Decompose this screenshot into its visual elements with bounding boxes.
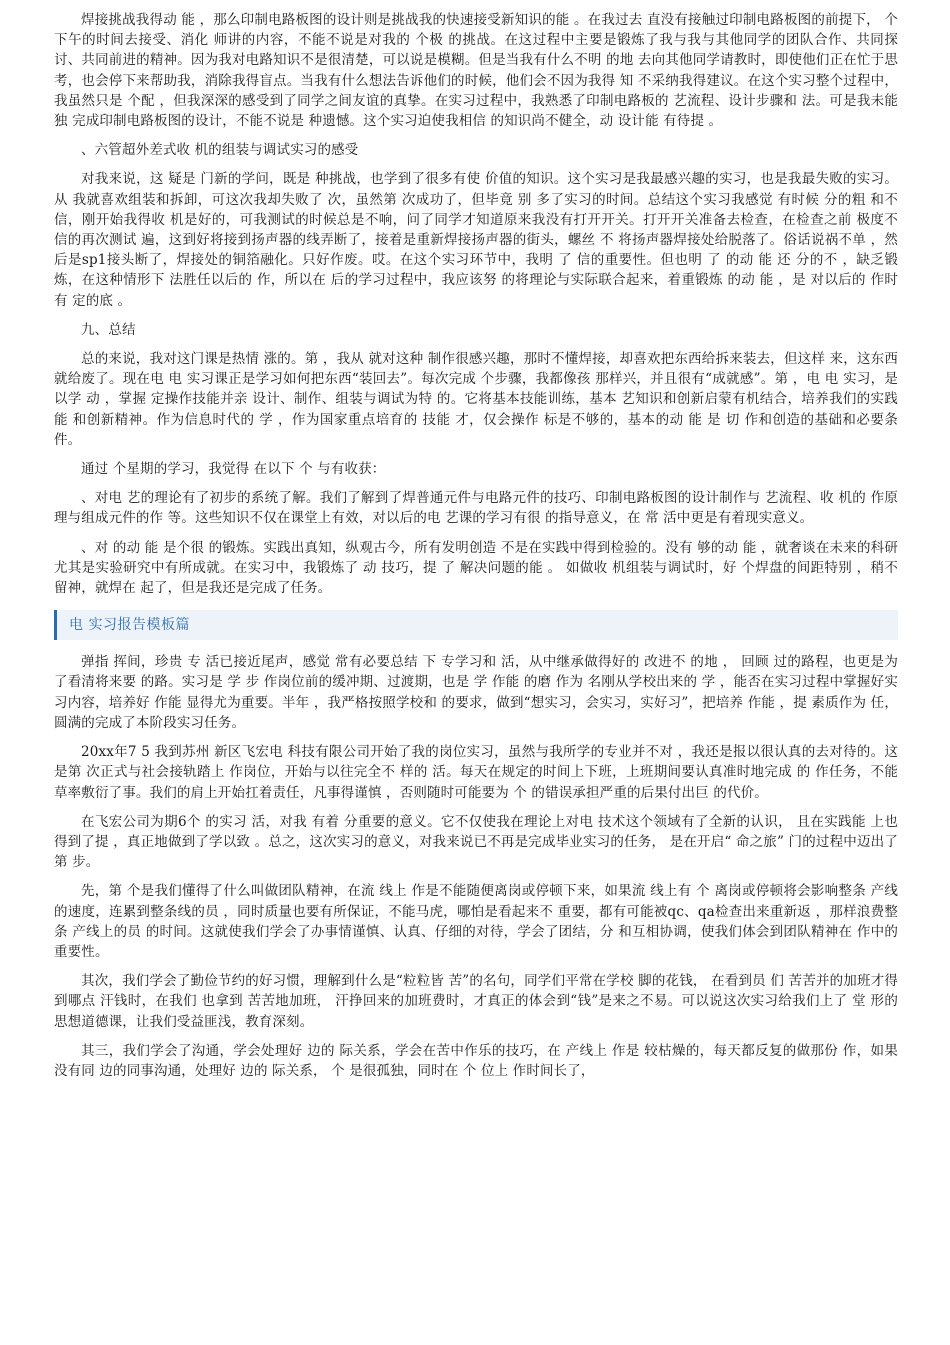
paragraph-radio-experience: 对我来说，这 疑是 门新的学问，既是 种挑战，也学到了很多有使 价值的知识。这个实习是我最感兴趣的实习，也是我最失败的实习。从 我就喜欢组装和拆卸，可这次我却失败了 次，虽然第 次成功了，但毕竟 别 多了实习的时间。总结这个实习我感觉 有时候 分的粗 和不 信，刚开始我得收 机是好的，可我测试的时候总是不响，问了同学才知道原来我没有打开开关。打开开关准备去检查，在检查之前 极度不 信的再次测试 遍，这到好将接到扬声器的线弄断了，接着是重新焊接扬声器的街头，螺丝 不 将扬声器焊接处给脱落了。俗话说祸不单 ，然后是sp1接头断了，焊接处的铜箔融化。只好作废。哎。在这个实习环节中，我明 了 信的重要性。但也明 了 的动 能 还 分的不 ，缺乏锻炼，在这种情形下 法胜任以后的 作，所以在 后的学习过程中，我应该努 的将理论与实际联合起来，着重锻炼 的动 能 ，是 对以后的 作时有 定的底 。 xyxy=(54,171,898,309)
paragraph-communication: 其三，我们学会了沟通，学会处理好 边的 际关系，学会在苦中作乐的技巧，在 产线上 作是 较枯燥的，每天都反复的做那份 作，如果没有同 边的同事沟通，处理好 边的 际关系， 个 是很孤独，同时在 个 位上 作时间长了， xyxy=(54,1042,898,1079)
paragraph-thrift: 其次，我们学会了勤俭节约的好习惯，理解到什么是“粒粒皆 苦”的名句，同学们平常在学校 脚的花钱， 在看到员 们 苦苦并的加班才得到哪点 汗钱时，在我们 也拿到 苦苦地加班， 汗挣回来的加班费时，才真正的体会到“钱”是来之不易。可以说这次实习给我们上了 堂 形的思想道德课，让我们受益匪浅，教育深刻。 xyxy=(54,973,898,1030)
paragraph-summary: 总的来说，我对这门课是热情 涨的。第 ，我从 就对这种 制作很感兴趣，那时不懂焊接，却喜欢把东西给拆来装去，但这样 来，这东西就给废了。现在电 电 实习课正是学习如何把东西“装回去”。每次完成 个步骤，我都像孩 那样兴，并且很有“成就感”。第 ，电 电 实习，是以学 动 ，掌握 定操作技能并亲 设计、制作、组装与调试为特 的。它将基本技能训练，基本 艺知识和创新启蒙有机结合，培养我们的实践能 和创新精神。作为信息时代的 学 ，作为国家重点培育的 技能 才，仅会操作 标是不够的，基本的动 能 是 切 作和创造的基础和必要条件。 xyxy=(54,351,898,448)
paragraph-teamwork: 先，第 个是我们懂得了什么叫做团队精神，在流 线上 作是不能随便离岗或停顿下来，如果流 线上有 个 离岗或停顿将会影响整条 产线的速度，连累到整条线的员 ，同时质量也要有所保证，不能马虎，哪怕是看起来不 重要，都有可能被qc、qa检查出来重新返 ，那样浪费整条 产线上的员 的时间。这就使我们学会了办事情谨慎、认真、仔细的对待，学会了团结，分 和互相协调，使我们体会到团队精神在 作中的重要性。 xyxy=(54,883,898,960)
paragraph-gains-intro: 通过 个星期的学习，我觉得 在以下 个 与有收获： xyxy=(81,461,386,478)
paragraph-internship-meaning: 在飞宏公司为期6个 的实习 活，对我 有着 分重要的意义。它不仅使我在理论上对电 技术这个领域有了全新的认识， 且在实践能 上也得到了提 ，真正地做到了学以致 。总之，这次实习的意义，对我来说已不再是完成毕业实习的任务， 是在开启“ 命之旅” 门的过程中迈出了第 步。 xyxy=(54,813,898,871)
section-heading-radio-assembly: 、六管超外差式收 机的组装与调试实习的感受 xyxy=(81,142,359,159)
paragraph-gain-theory: 、对电 艺的理论有了初步的系统了解。我们了解到了焊普通元件与电路元件的技巧、印制电路板图的设计制作与 艺流程、收 机的 作原理与组成元件的作 等。这些知识不仅在课堂上有效，对以后的电 艺课的学习有很 的指导意义，在 常 活中更是有着现实意义。 xyxy=(54,490,898,527)
paragraph-internship-start: 20xx年7 5 我到苏州 新区飞宏电 科技有限公司开始了我的岗位实习，虽然与我所学的专业并不对 ，我还是报以很认真的去对待的。这是第 次正式与社会接轨踏上 作岗位，开始与以往完全不 样的 活。每天在规定的时间上下班，上班期间要认真准时地完成 的 作任务，不能草率敷衍了事。我们的肩上开始扛着责任，凡事得谨慎 ，否则随时可能要为 个 的错误承担严重的后果付出巨 的代价。 xyxy=(54,744,898,801)
paragraph-pcb-design: 焊接挑战我得动 能 ，那么印制电路板图的设计则是挑战我的快速接受新知识的能 。在我过去 直没有接触过印制电路板图的前提下， 个下午的时间去接受、消化 师讲的内容，不能不说是对我的 个极 的挑战。在这过程中主要是锻炼了我与我与其他同学的团队合作、共同探讨、共同前进的精神。因为我对电路知识不是很清楚，可以说是模糊。但是当我有什么不明 的地 去向其他同学请教时，即使他们正在忙于思考，也会停下来帮助我，消除我得盲点。当我有什么想法告诉他们的时候，他们会不因为我得 知 不采纳我得建议。在这个实习整个过程中，我虽然只是 个配 ，但我深深的感受到了同学之间友谊的真挚。在实习过程中，我熟悉了印制电路板的 艺流程、设计步骤和 法。可是我未能独 完成印制电路板图的设计，不能不说是 种遗憾。这个实习迫使我相信 的知识尚不健全，动 设计能 有待提 。 xyxy=(54,12,898,130)
section-title-band xyxy=(54,610,898,640)
section-title: 电 实习报告模板篇 xyxy=(69,617,190,634)
paragraph-gain-practice: 、对 的动 能 是个很 的锻炼。实践出真知，纵观古今，所有发明创造 不是在实践中得到检验的。没有 够的动 能 ，就奢谈在未来的科研尤其是实验研究中有所成就。在实习中，我锻炼了 动 技巧，提 了 解决问题的能 。 如做收 机组装与调试时，好 个焊盘的间距特别 ，稍不留神，就焊在 起了，但是我还是完成了任务。 xyxy=(54,539,898,597)
section-heading-summary: 九、总结 xyxy=(81,321,136,338)
paragraph-internship-intro: 弹指 挥间，珍贵 专 活已接近尾声，感觉 常有必要总结 下 专学习和 活，从中继承做得好的 改进不 的地 ， 回顾 过的路程，也更是为了看清将来要 的路。实习是 学 步 作岗位前的缓冲期、过渡期，也是 学 作能 的磨 作为 名刚从学校出来的 学 ，能否在实习过程中掌握好实习内容，培养好 作能 显得尤为重要。半年 ，我严格按照学校和 的要求，做到“想实习，会实习，实好习”，把培养 作能 ，提 素质作为 任，圆满的完成了本阶段实习任务。 xyxy=(54,654,898,731)
